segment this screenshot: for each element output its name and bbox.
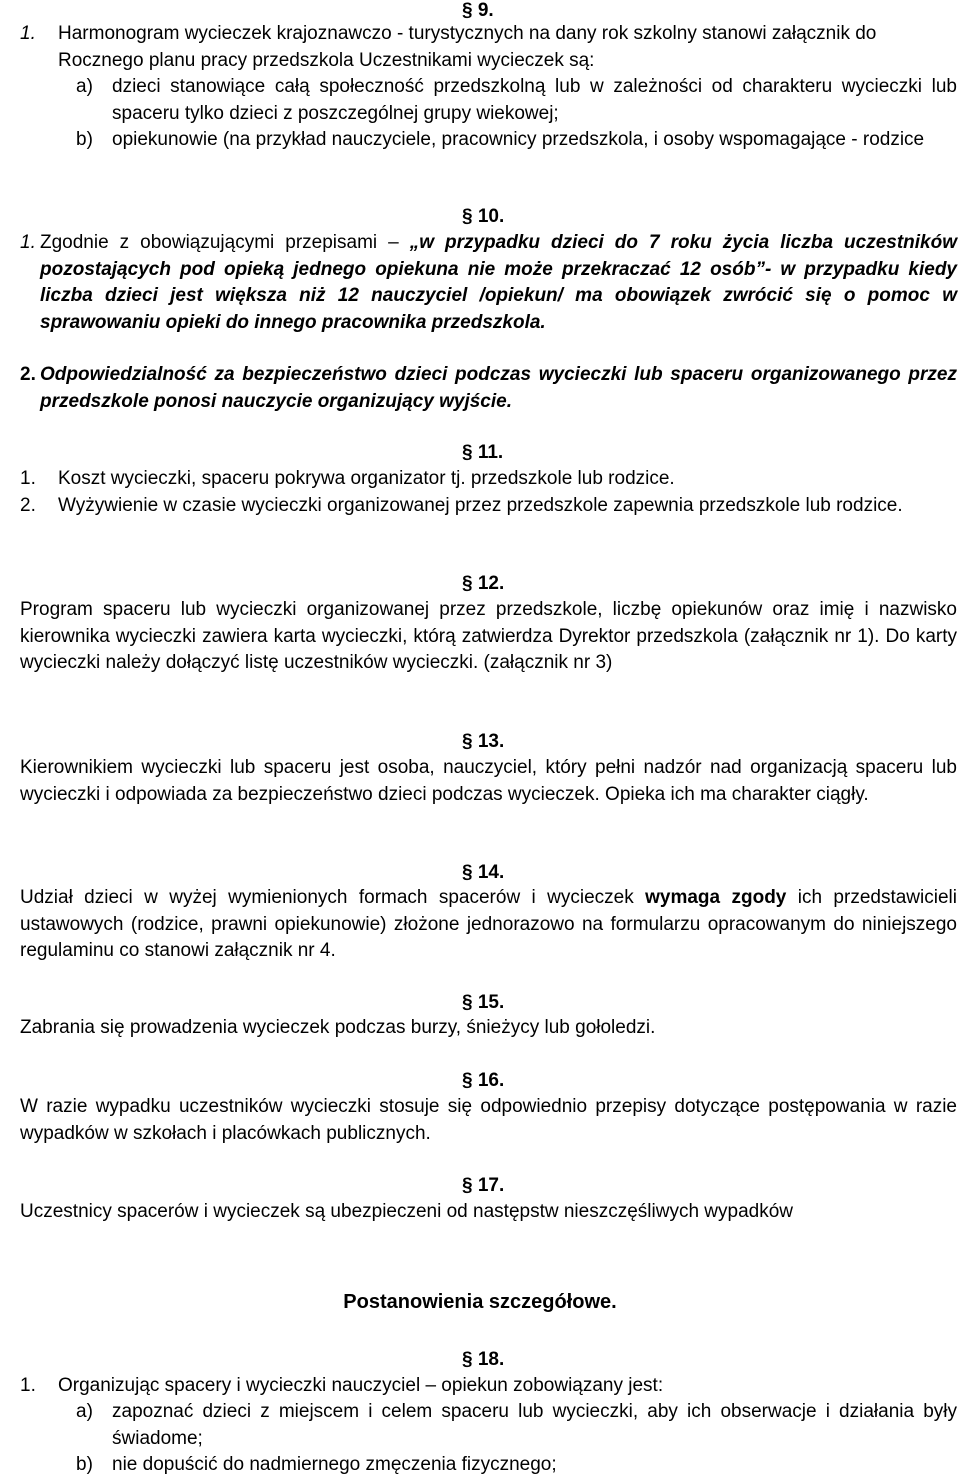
s14-paragraph — [20, 885, 957, 965]
s12-paragraph: Program spaceru lub wycieczki organizowanej przez przedszkole, liczbę opiekunów oraz imię i nazwisko kierownika wycieczki zawiera karta wycieczki, którą zatwierdza Dyrektor przedszkola (załącznik nr 1). Do karty wycieczki należy dołączyć listę uczestników wycieczki. (załącznik nr 3) — [20, 599, 957, 673]
s10-item-1-number: 1. — [20, 232, 36, 253]
s9-item-a-text: dzieci stanowiące całą społeczność przedszkolną lub w zależności od charakteru wycieczki lub spaceru tylko dzieci z poszczególnej grupy wiekowej; — [112, 76, 957, 124]
section-9-heading: § 9. — [462, 0, 494, 21]
section-11-heading: § 11. — [462, 442, 504, 463]
s18-item-b-label: b) — [76, 1454, 93, 1475]
s18-item-a-label: a) — [76, 1401, 93, 1422]
s9-item-1-number: 1. — [20, 23, 36, 44]
s13-paragraph: Kierownikiem wycieczki lub spaceru jest osoba, nauczyciel, który pełni nadzór nad organizacją spaceru lub wycieczki i odpowiada za bezpieczeństwo dzieci podczas wycieczek. Opieka ich ma charakter ciągły. — [20, 757, 957, 805]
s11-item-2-text: Wyżywienie w czasie wycieczki organizowanej przez przedszkole zapewnia przedszkole lub rodzice. — [58, 495, 903, 516]
section-14-heading: § 14. — [462, 862, 505, 883]
s11-item-1-text: Koszt wycieczki, spaceru pokrywa organizator tj. przedszkole lub rodzice. — [58, 468, 675, 489]
s9-item-1-text: Harmonogram wycieczek krajoznawczo - turystycznych na dany rok szkolny stanowi załącznik do Rocznego planu pracy przedszkola Uczestnikami wycieczek są: — [58, 23, 877, 71]
s9-item-b-text: opiekunowie (na przykład nauczyciele, pracownicy przedszkola, i osoby wspomagające - rodzice — [112, 129, 925, 150]
s17-paragraph: Uczestnicy spacerów i wycieczek są ubezpieczeni od następstw nieszczęśliwych wypadków — [20, 1201, 793, 1222]
s18-item-a-text: zapoznać dzieci z miejscem i celem spaceru lub wycieczki, aby ich obserwacje i działania były świadome; — [112, 1401, 957, 1449]
s9-item-a-label: a) — [76, 76, 93, 97]
s9-item-b-label: b) — [76, 129, 93, 150]
s11-item-2-number: 2. — [20, 495, 36, 516]
s11-item-1-number: 1. — [20, 468, 36, 489]
s10-item-1-emphasis: „w przypadku dzieci do 7 roku życia liczba uczestników pozostających pod opieką jednego opiekuna nie może przekraczać 12 osób”- w przypadku kiedy liczba dzieci jest większa niż 12 nauczyciel /opiekun/ ma obowiązek zwrócić się o pomoc w sprawowaniu opieki do innego pracownika przedszkola. — [40, 232, 957, 333]
s14-consent-required: wymaga zgody — [645, 887, 787, 908]
section-18-heading: § 18. — [462, 1349, 505, 1370]
s15-paragraph: Zabrania się prowadzenia wycieczek podczas burzy, śnieżycy lub gołoledzi. — [20, 1017, 656, 1038]
section-13-heading: § 13. — [462, 731, 505, 752]
s14-text-after: ich przedstawicieli ustawowych (rodzice, prawni opiekunowie) złożone jednorazowo na formularzu opracowanym do niniejszego regulaminu co stanowi załącznik nr 4. — [20, 887, 957, 961]
s18-item-b-text: nie dopuścić do nadmiernego zmęczenia fizycznego; — [112, 1454, 557, 1475]
s10-item-1-lead: Zgodnie z obowiązującymi przepisami – — [40, 232, 410, 253]
s14-text-before: Udział dzieci w wyżej wymienionych formach spacerów i wycieczek — [20, 887, 646, 908]
section-17-heading: § 17. — [462, 1175, 505, 1196]
s18-item-1-text: Organizując spacery i wycieczki nauczyciel – opiekun zobowiązany jest: — [58, 1375, 664, 1396]
section-15-heading: § 15. — [462, 992, 505, 1013]
section-12-heading: § 12. — [462, 573, 505, 594]
section-16-heading: § 16. — [462, 1070, 505, 1091]
s10-item-2-number: 2. — [20, 364, 36, 385]
section-10-heading: § 10. — [462, 206, 505, 227]
s10-item-2-text: Odpowiedzialność za bezpieczeństwo dzieci podczas wycieczki lub spaceru organizowanego przez przedszkole ponosi nauczycie organizujący wyjście. — [40, 364, 957, 412]
s10-item-1-paragraph — [40, 230, 957, 336]
section-title: Postanowienia szczegółowe. — [343, 1291, 617, 1313]
s16-paragraph: W razie wypadku uczestników wycieczki stosuje się odpowiednio przepisy dotyczące postępowania w razie wypadków w szkołach i placówkach publicznych. — [20, 1096, 957, 1144]
s18-item-1-number: 1. — [20, 1375, 36, 1396]
